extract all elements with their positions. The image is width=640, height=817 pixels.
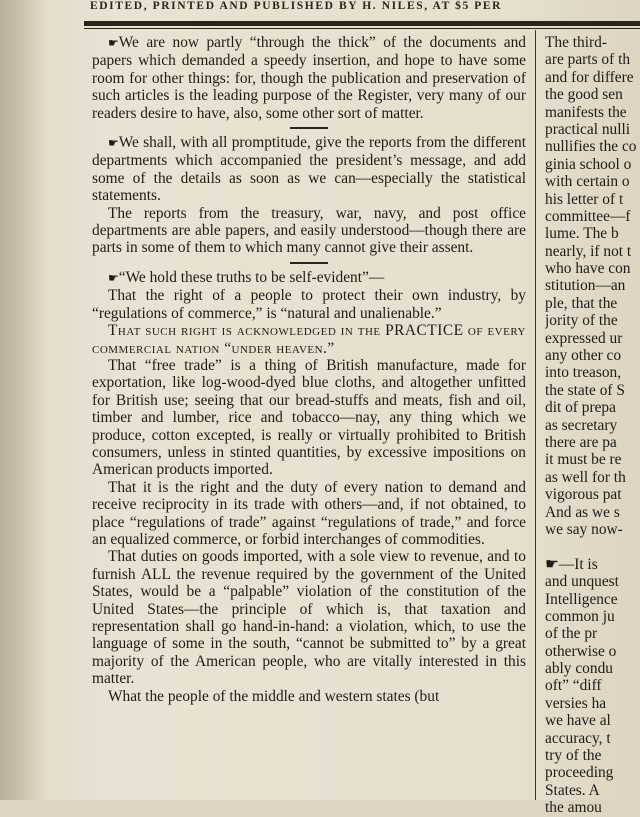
paragraph-7: That “free trade” is a thing of British manufacture, made for exportation, like log-wood-dyed blue cloths, and altogether unfitted for British use; seeing that our bread-stuffs and meats, fish and oil, timber and lumber, rice and tobacco—nay, any thing which we produce, cotton excepted, is really or virtually prohibited to British consumers, unless in stinted quantities, by excessive impositions on American products imported. <box>92 356 526 479</box>
right-column-line: dit of prepa <box>545 399 616 417</box>
right-column <box>545 34 640 817</box>
paragraph-5: That the right of a people to protect their own industry, by “regulations of commerce,” is “natural and unalienable.” <box>92 287 526 322</box>
paragraph-4: ☛“We hold these truths to be self-evident”— <box>108 268 385 286</box>
right-column-line: versies ha <box>545 694 607 712</box>
right-column-line: into treason, <box>545 364 622 382</box>
right-column-line: ginia school o <box>545 155 632 173</box>
paragraph-2: ☛We shall, with all promptitude, give the reports from the different departments which accompanied the president’s message, and add some of the details as soon as we can—especially the statistical statements. <box>92 134 526 205</box>
right-column-line: with certain o <box>545 173 630 191</box>
right-column-line: Intelligence <box>545 590 618 608</box>
masthead-rule-thick <box>84 21 640 26</box>
right-column-line: manifests the <box>545 103 627 121</box>
right-column-line: the amou <box>545 799 602 817</box>
section-separator <box>290 127 328 129</box>
right-column-line: lume. The b <box>545 225 619 243</box>
right-column-line: jority of the <box>545 312 618 330</box>
right-column-line: oft” “diff <box>545 677 602 695</box>
right-column-line: accuracy, t <box>545 729 611 747</box>
right-column-line: nullifies the co <box>545 138 637 156</box>
right-column-line: there are pa <box>545 433 617 451</box>
right-column-line: the state of S <box>545 381 625 399</box>
right-column-line: any other co <box>545 347 622 365</box>
right-column-line: and for differe <box>545 68 634 86</box>
right-column-line: otherwise o <box>545 642 617 660</box>
right-column-line: nearly, if not t <box>545 242 632 260</box>
right-column-line: it must be re <box>545 451 622 469</box>
paragraph-8: That it is the right and the duty of every nation to demand and receive reciprocity in its trade with others—and, if not obtained, to place “regulations of trade” against “regulations of trade,” and force an equalized commerce, or forbid interchanges of commodities. <box>92 478 526 548</box>
paragraph-10: What the people of the middle and western states (but <box>108 687 440 705</box>
right-column-line: States. A <box>545 781 600 799</box>
paragraph-1: ☛We are now partly “through the thick” of the documents and papers which demanded a speedy insertion, and hope to have some room for other things: for, though the publication and preservation of such articles is the leading purpose of the Register, very many of our readers desire to have, also, some other sort of matter. <box>92 34 526 122</box>
right-column-line: common ju <box>545 607 615 625</box>
right-column-line: his letter of t <box>545 190 624 208</box>
section-separator <box>290 262 328 264</box>
right-column-line <box>545 538 640 555</box>
right-column-line: ☛—It is <box>545 555 598 573</box>
pointing-hand-icon: ☛ <box>108 136 119 151</box>
page-fold-shadow <box>0 0 46 800</box>
right-column-line: ably condu <box>545 660 613 678</box>
masthead: EDITED, PRINTED AND PUBLISHED BY H. NILES, AT $5 PER <box>90 0 503 12</box>
paragraph-6: That such right is acknowledged in the PRACTICE of every commercial nation “under heaven.” <box>92 322 526 357</box>
masthead-rule-thin <box>84 28 640 29</box>
right-column-line: we say now- <box>545 520 623 538</box>
right-column-line: of the pr <box>545 625 598 643</box>
right-column-line: the good sen <box>545 86 623 104</box>
right-column-line: ple, that the <box>545 294 618 312</box>
right-column-line: The third- <box>545 34 607 51</box>
right-column-line: practical nulli <box>545 120 631 138</box>
main-column <box>92 34 526 705</box>
paragraph-9: That duties on goods imported, with a sole view to revenue, and to furnish ALL the revenue required by the government of the United States, would be a “palpable” violation of the constitution of the United States—the principle of which is, that taxation and representation shall go hand-in-hand: a violation, which, to use the language of some in the south, “cannot be submitted to” by a great majority of the American people, who are vitally interested in this matter. <box>92 548 526 688</box>
right-column-line: committee—f <box>545 207 631 225</box>
right-column-line: proceeding <box>545 764 614 782</box>
pointing-hand-icon: ☛ <box>108 270 119 285</box>
right-column-line: And as we s <box>545 503 620 521</box>
right-column-line: stitution—an <box>545 277 626 295</box>
right-column-line: and unquest <box>545 573 619 591</box>
right-column-line: vigorous pat <box>545 486 622 504</box>
right-column-line: as well for th <box>545 468 626 486</box>
right-column-line: we have al <box>545 712 611 730</box>
column-rule <box>535 30 536 800</box>
right-column-line: who have con <box>545 260 631 278</box>
right-column-line: try of the <box>545 747 602 765</box>
pointing-hand-icon: ☛ <box>108 36 119 50</box>
right-column-line: expressed ur <box>545 329 623 347</box>
paragraph-3: The reports from the treasury, war, navy, and post office departments are able papers, and easily understood—though there are parts in some of them to which many cannot give their assent. <box>92 204 526 257</box>
right-column-line: as secretary <box>545 416 618 434</box>
right-column-line: are parts of th <box>545 51 631 69</box>
